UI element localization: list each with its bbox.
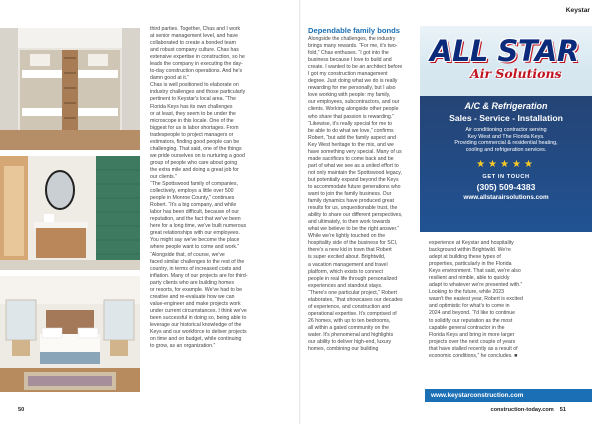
bedroom-photo bbox=[0, 276, 140, 392]
section-heading: Dependable family bonds bbox=[308, 26, 400, 35]
rating-stars-icon: ★★★★★ bbox=[476, 159, 536, 170]
ad-description: Air conditioning contractor serving Key West and The Florida Keys. Providing commercial & residential heating, cooling and refrigeration services. bbox=[454, 127, 558, 153]
bunk-room-photo bbox=[0, 28, 140, 150]
article-column-left bbox=[150, 26, 292, 350]
ad-logo bbox=[426, 32, 586, 92]
ad-brand-script: Air Solutions bbox=[470, 66, 562, 81]
page-number-right: 51 bbox=[559, 407, 566, 413]
ad-headline-1: A/C & Refrigeration bbox=[464, 101, 548, 111]
footer-site: construction-today.com bbox=[490, 407, 554, 413]
page-number-left: 50 bbox=[18, 407, 25, 413]
article-column-right-2 bbox=[429, 240, 585, 360]
article-text-right-2: experience at Keystar and hospitality background within Brightwild. We're adept at building these types of properties, particularly in the Florida Keys environment. That said, we're also resilient and nimble, able to quickly adapt to whatever we're presented with.” Looking to the future, while 2023 wasn't the easiest year, Robert is excited and optimistic for what's to come in 2024 and beyond. “I'd like to continue to solidify our reputation as the most capable general contractor in the Florida Keys and bring in more larger projects over the next couple of years that have stalled recently as a result of economic conditions,” he concludes. ■ bbox=[429, 240, 523, 359]
article-text-left: third parties. Together, Chas and I work at senior management level, and have collaborated to create a bonded team and robust company culture. Chas has extensive expertise in construction, so he leads the company in executing the day- to-day construction operations. And he's damn good at it.” Chas is well positioned to elaborate on industry challenges and those particularly pertinent to Keystar's local area. “The Florida Keys has its own challenges or at least, they seem to be under the microscope in this locale. One of the biggest for us is labor shortages. From tradespeople to project managers or estimators, finding good people can be challenging. That said, one of the things we pride ourselves on is nurturing a good group of people who care about going the extra mile and doing a great job for our clients.” “The Spottswood family of companies, collectively, employs a little over 500 people in Monroe County,” continues Robert. “It's a big company, and while labor has been difficult, because of our reputation, and the fact that we've been here for a long time, we've built numerous great relationships with our employees. You might say we've become the place where people want to come and work.” “Alongside that, of course, we've faced similar challenges to the rest of the country, in terms of increased costs and inflation. Many of our projects are for third- party clients who are building homes or resorts, for example. We've had to be creative and re-evaluate how we can value-engineer and make projects work under current circumstances. I think we've been successful in doing so, being able to leverage our historical knowledge of the Keys and our workforce to deliver projects on time and on budget, while continuing to grow, as an organization.” bbox=[150, 26, 248, 350]
article-column-right-1 bbox=[308, 26, 418, 353]
ad-brand-name: ALL STAR bbox=[430, 34, 579, 68]
keystar-website-link[interactable]: www.keystarconstruction.com bbox=[425, 389, 592, 402]
ad-body bbox=[420, 96, 592, 232]
all-star-advertisement[interactable] bbox=[420, 26, 592, 232]
bathroom-photo bbox=[0, 156, 140, 270]
running-head: Keystar bbox=[565, 7, 590, 14]
ad-website-link[interactable]: www.allstarairsolutions.com bbox=[463, 194, 549, 201]
page-footer-right bbox=[490, 407, 566, 413]
article-text-right-1: Alongside the challenges, the industry brings many rewards. “For me, it's two- fold,” Chas enthuses. “I got into the business because I love to build and create. I wanted to be an architect before I got my construction management degree. Just doing what we do is really rewarding for me personally, but I also love working with people: my family, our employees, subcontractors, and our clients. Working alongside other people who share that passion is rewarding.” “Likewise, it's really special for me to be able to do what we love,” confirms Robert, “but add the family aspect and Key West heritage to the mix, and we have something very special. Many of us made sacrifices to come back and be part of what we see as a united effort to not only maintain the Spottswood legacy, but potentially expand beyond the Keys to accommodate future generations who want to join the family business. Our family dynamics have produced great results for us, unquestionable trust, the ability to share our different perspectives, and ultimately, to then work towards what we believe to be the right answer.” While we're lightly touched on the hospitality side of the business for SCI, there's a new kid in town that Robert is super excited about. Brightwild, a vacation management and travel platform, which exists to connect people in real life through personalized experiences and standout stays. “There's one particular project,” Robert elaborates, “that showcases our decades of experience, and construction and operational expertise. It's comprised of 26 homes, with up to ten bedrooms, all within a gated community on the water. It's phenomenal and highlights our ability to deliver high-end, luxury homes, combining our building bbox=[308, 36, 403, 353]
ad-phone[interactable]: (305) 509-4383 bbox=[476, 182, 536, 192]
ad-headline-2: Sales - Service - Installation bbox=[449, 113, 563, 123]
ad-cta: GET IN TOUCH bbox=[482, 174, 530, 180]
page-gutter bbox=[299, 0, 301, 424]
